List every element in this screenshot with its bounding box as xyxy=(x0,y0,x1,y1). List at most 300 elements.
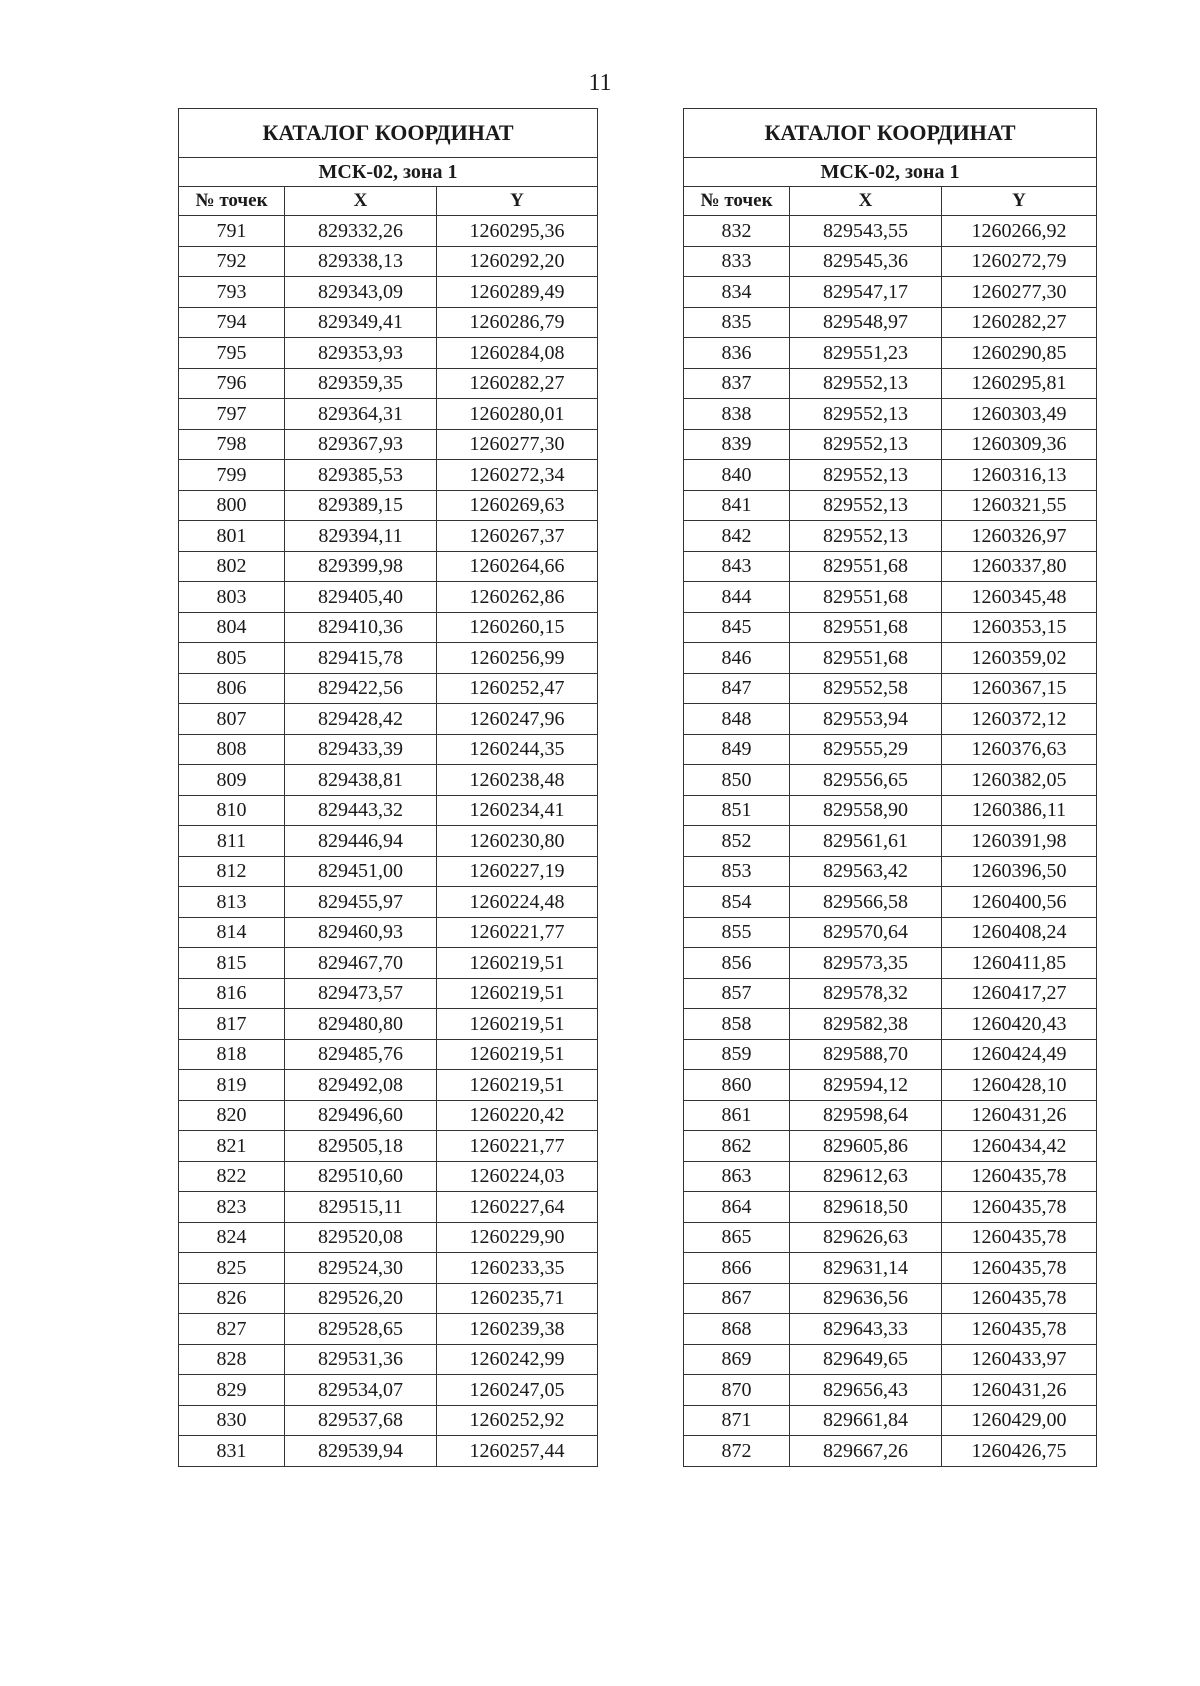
point-number-cell: 816 xyxy=(179,978,285,1009)
point-number-cell: 835 xyxy=(684,307,790,338)
y-coordinate-cell: 1260238,48 xyxy=(437,765,598,796)
y-coordinate-cell: 1260247,05 xyxy=(437,1375,598,1406)
x-coordinate-cell: 829548,97 xyxy=(790,307,942,338)
point-number-cell: 805 xyxy=(179,643,285,674)
table-row xyxy=(179,1161,598,1192)
y-coordinate-cell: 1260277,30 xyxy=(437,429,598,460)
x-coordinate-cell: 829539,94 xyxy=(285,1436,437,1467)
x-coordinate-cell: 829598,64 xyxy=(790,1100,942,1131)
table-row xyxy=(179,765,598,796)
x-coordinate-cell: 829561,61 xyxy=(790,826,942,857)
x-coordinate-cell: 829526,20 xyxy=(285,1283,437,1314)
point-number-cell: 815 xyxy=(179,948,285,979)
table-row xyxy=(179,277,598,308)
y-coordinate-cell: 1260316,13 xyxy=(942,460,1097,491)
x-coordinate-cell: 829524,30 xyxy=(285,1253,437,1284)
point-number-cell: 869 xyxy=(684,1344,790,1375)
y-coordinate-cell: 1260219,51 xyxy=(437,1070,598,1101)
y-coordinate-cell: 1260431,26 xyxy=(942,1375,1097,1406)
table-row xyxy=(684,887,1097,918)
y-coordinate-cell: 1260234,41 xyxy=(437,795,598,826)
y-coordinate-cell: 1260256,99 xyxy=(437,643,598,674)
table-row xyxy=(179,673,598,704)
y-coordinate-cell: 1260229,90 xyxy=(437,1222,598,1253)
table-row xyxy=(684,795,1097,826)
table-row xyxy=(684,460,1097,491)
column-header-y: Y xyxy=(437,187,598,216)
x-coordinate-cell: 829332,26 xyxy=(285,216,437,247)
table-row xyxy=(179,1344,598,1375)
point-number-cell: 871 xyxy=(684,1405,790,1436)
x-coordinate-cell: 829528,65 xyxy=(285,1314,437,1345)
y-coordinate-cell: 1260434,42 xyxy=(942,1131,1097,1162)
x-coordinate-cell: 829451,00 xyxy=(285,856,437,887)
x-coordinate-cell: 829460,93 xyxy=(285,917,437,948)
table-title: КАТАЛОГ КООРДИНАТ xyxy=(684,109,1097,158)
x-coordinate-cell: 829594,12 xyxy=(790,1070,942,1101)
y-coordinate-cell: 1260221,77 xyxy=(437,1131,598,1162)
x-coordinate-cell: 829552,13 xyxy=(790,490,942,521)
table-row xyxy=(684,1222,1097,1253)
table-row xyxy=(179,1405,598,1436)
table-row xyxy=(684,612,1097,643)
x-coordinate-cell: 829405,40 xyxy=(285,582,437,613)
point-number-cell: 808 xyxy=(179,734,285,765)
x-coordinate-cell: 829563,42 xyxy=(790,856,942,887)
table-row xyxy=(179,338,598,369)
y-coordinate-cell: 1260359,02 xyxy=(942,643,1097,674)
y-coordinate-cell: 1260233,35 xyxy=(437,1253,598,1284)
table-row xyxy=(179,704,598,735)
table-row xyxy=(179,1009,598,1040)
coordinate-catalog-table-left xyxy=(178,108,598,1467)
point-number-cell: 828 xyxy=(179,1344,285,1375)
point-number-cell: 851 xyxy=(684,795,790,826)
table-row xyxy=(684,1283,1097,1314)
x-coordinate-cell: 829661,84 xyxy=(790,1405,942,1436)
y-coordinate-cell: 1260295,81 xyxy=(942,368,1097,399)
x-coordinate-cell: 829433,39 xyxy=(285,734,437,765)
y-coordinate-cell: 1260282,27 xyxy=(437,368,598,399)
point-number-cell: 843 xyxy=(684,551,790,582)
point-number-cell: 872 xyxy=(684,1436,790,1467)
point-number-cell: 862 xyxy=(684,1131,790,1162)
point-number-cell: 821 xyxy=(179,1131,285,1162)
table-row xyxy=(179,1375,598,1406)
y-coordinate-cell: 1260235,71 xyxy=(437,1283,598,1314)
x-coordinate-cell: 829389,15 xyxy=(285,490,437,521)
point-number-cell: 795 xyxy=(179,338,285,369)
point-number-cell: 838 xyxy=(684,399,790,430)
point-number-cell: 845 xyxy=(684,612,790,643)
x-coordinate-cell: 829556,65 xyxy=(790,765,942,796)
table-row xyxy=(179,429,598,460)
x-coordinate-cell: 829552,13 xyxy=(790,429,942,460)
y-coordinate-cell: 1260376,63 xyxy=(942,734,1097,765)
x-coordinate-cell: 829643,33 xyxy=(790,1314,942,1345)
point-number-cell: 809 xyxy=(179,765,285,796)
table-row xyxy=(684,521,1097,552)
x-coordinate-cell: 829428,42 xyxy=(285,704,437,735)
point-number-cell: 806 xyxy=(179,673,285,704)
table-row xyxy=(179,1283,598,1314)
table-row xyxy=(179,612,598,643)
y-coordinate-cell: 1260382,05 xyxy=(942,765,1097,796)
point-number-cell: 804 xyxy=(179,612,285,643)
point-number-cell: 813 xyxy=(179,887,285,918)
x-coordinate-cell: 829531,36 xyxy=(285,1344,437,1375)
y-coordinate-cell: 1260272,34 xyxy=(437,460,598,491)
y-coordinate-cell: 1260244,35 xyxy=(437,734,598,765)
table-row xyxy=(179,978,598,1009)
x-coordinate-cell: 829394,11 xyxy=(285,521,437,552)
point-number-cell: 794 xyxy=(179,307,285,338)
y-coordinate-cell: 1260367,15 xyxy=(942,673,1097,704)
y-coordinate-cell: 1260372,12 xyxy=(942,704,1097,735)
point-number-cell: 844 xyxy=(684,582,790,613)
column-header-point: № точек xyxy=(179,187,285,216)
table-row xyxy=(179,368,598,399)
y-coordinate-cell: 1260252,47 xyxy=(437,673,598,704)
y-coordinate-cell: 1260219,51 xyxy=(437,1039,598,1070)
x-coordinate-cell: 829492,08 xyxy=(285,1070,437,1101)
point-number-cell: 839 xyxy=(684,429,790,460)
y-coordinate-cell: 1260408,24 xyxy=(942,917,1097,948)
point-number-cell: 798 xyxy=(179,429,285,460)
table-row xyxy=(684,856,1097,887)
x-coordinate-cell: 829510,60 xyxy=(285,1161,437,1192)
point-number-cell: 810 xyxy=(179,795,285,826)
x-coordinate-cell: 829570,64 xyxy=(790,917,942,948)
table-zone: МСК-02, зона 1 xyxy=(684,158,1097,187)
point-number-cell: 801 xyxy=(179,521,285,552)
y-coordinate-cell: 1260417,27 xyxy=(942,978,1097,1009)
y-coordinate-cell: 1260252,92 xyxy=(437,1405,598,1436)
table-row xyxy=(684,429,1097,460)
y-coordinate-cell: 1260435,78 xyxy=(942,1253,1097,1284)
point-number-cell: 792 xyxy=(179,246,285,277)
x-coordinate-cell: 829338,13 xyxy=(285,246,437,277)
column-header-point: № точек xyxy=(684,187,790,216)
y-coordinate-cell: 1260303,49 xyxy=(942,399,1097,430)
point-number-cell: 802 xyxy=(179,551,285,582)
x-coordinate-cell: 829552,13 xyxy=(790,399,942,430)
table-row xyxy=(179,216,598,247)
point-number-cell: 867 xyxy=(684,1283,790,1314)
point-number-cell: 836 xyxy=(684,338,790,369)
x-coordinate-cell: 829552,58 xyxy=(790,673,942,704)
table-row xyxy=(684,582,1097,613)
y-coordinate-cell: 1260292,20 xyxy=(437,246,598,277)
y-coordinate-cell: 1260269,63 xyxy=(437,490,598,521)
table-row xyxy=(179,1100,598,1131)
point-number-cell: 868 xyxy=(684,1314,790,1345)
x-coordinate-cell: 829422,56 xyxy=(285,673,437,704)
table-row xyxy=(179,307,598,338)
x-coordinate-cell: 829485,76 xyxy=(285,1039,437,1070)
table-row xyxy=(179,826,598,857)
y-coordinate-cell: 1260282,27 xyxy=(942,307,1097,338)
x-coordinate-cell: 829349,41 xyxy=(285,307,437,338)
point-number-cell: 870 xyxy=(684,1375,790,1406)
table-row xyxy=(684,1009,1097,1040)
point-number-cell: 852 xyxy=(684,826,790,857)
y-coordinate-cell: 1260242,99 xyxy=(437,1344,598,1375)
x-coordinate-cell: 829473,57 xyxy=(285,978,437,1009)
point-number-cell: 793 xyxy=(179,277,285,308)
x-coordinate-cell: 829343,09 xyxy=(285,277,437,308)
column-header-x: X xyxy=(790,187,942,216)
y-coordinate-cell: 1260435,78 xyxy=(942,1314,1097,1345)
x-coordinate-cell: 829399,98 xyxy=(285,551,437,582)
x-coordinate-cell: 829551,68 xyxy=(790,582,942,613)
point-number-cell: 829 xyxy=(179,1375,285,1406)
table-row xyxy=(684,1405,1097,1436)
y-coordinate-cell: 1260224,48 xyxy=(437,887,598,918)
x-coordinate-cell: 829618,50 xyxy=(790,1192,942,1223)
table-row xyxy=(179,1436,598,1467)
point-number-cell: 833 xyxy=(684,246,790,277)
point-number-cell: 847 xyxy=(684,673,790,704)
y-coordinate-cell: 1260435,78 xyxy=(942,1283,1097,1314)
table-row xyxy=(684,1192,1097,1223)
x-coordinate-cell: 829480,80 xyxy=(285,1009,437,1040)
x-coordinate-cell: 829552,13 xyxy=(790,460,942,491)
table-row xyxy=(684,551,1097,582)
table-row xyxy=(684,1100,1097,1131)
x-coordinate-cell: 829551,23 xyxy=(790,338,942,369)
point-number-cell: 837 xyxy=(684,368,790,399)
x-coordinate-cell: 829555,29 xyxy=(790,734,942,765)
table-row xyxy=(684,490,1097,521)
table-row xyxy=(684,1375,1097,1406)
x-coordinate-cell: 829467,70 xyxy=(285,948,437,979)
point-number-cell: 853 xyxy=(684,856,790,887)
y-coordinate-cell: 1260230,80 xyxy=(437,826,598,857)
y-coordinate-cell: 1260284,08 xyxy=(437,338,598,369)
point-number-cell: 796 xyxy=(179,368,285,399)
y-coordinate-cell: 1260428,10 xyxy=(942,1070,1097,1101)
column-header-y: Y xyxy=(942,187,1097,216)
table-row xyxy=(684,643,1097,674)
y-coordinate-cell: 1260309,36 xyxy=(942,429,1097,460)
y-coordinate-cell: 1260396,50 xyxy=(942,856,1097,887)
table-body xyxy=(684,216,1097,1467)
table-row xyxy=(179,521,598,552)
point-number-cell: 827 xyxy=(179,1314,285,1345)
y-coordinate-cell: 1260420,43 xyxy=(942,1009,1097,1040)
point-number-cell: 814 xyxy=(179,917,285,948)
x-coordinate-cell: 829582,38 xyxy=(790,1009,942,1040)
table-zone: МСК-02, зона 1 xyxy=(179,158,598,187)
x-coordinate-cell: 829558,90 xyxy=(790,795,942,826)
x-coordinate-cell: 829553,94 xyxy=(790,704,942,735)
point-number-cell: 841 xyxy=(684,490,790,521)
y-coordinate-cell: 1260262,86 xyxy=(437,582,598,613)
y-coordinate-cell: 1260272,79 xyxy=(942,246,1097,277)
table-row xyxy=(179,246,598,277)
table-row xyxy=(684,216,1097,247)
table-row xyxy=(179,917,598,948)
point-number-cell: 818 xyxy=(179,1039,285,1070)
point-number-cell: 803 xyxy=(179,582,285,613)
point-number-cell: 830 xyxy=(179,1405,285,1436)
point-number-cell: 859 xyxy=(684,1039,790,1070)
y-coordinate-cell: 1260426,75 xyxy=(942,1436,1097,1467)
point-number-cell: 820 xyxy=(179,1100,285,1131)
point-number-cell: 832 xyxy=(684,216,790,247)
x-coordinate-cell: 829543,55 xyxy=(790,216,942,247)
point-number-cell: 819 xyxy=(179,1070,285,1101)
y-coordinate-cell: 1260266,92 xyxy=(942,216,1097,247)
x-coordinate-cell: 829438,81 xyxy=(285,765,437,796)
point-number-cell: 826 xyxy=(179,1283,285,1314)
table-row xyxy=(684,1161,1097,1192)
point-number-cell: 797 xyxy=(179,399,285,430)
x-coordinate-cell: 829547,17 xyxy=(790,277,942,308)
y-coordinate-cell: 1260345,48 xyxy=(942,582,1097,613)
table-row xyxy=(179,795,598,826)
table-row xyxy=(179,856,598,887)
x-coordinate-cell: 829636,56 xyxy=(790,1283,942,1314)
y-coordinate-cell: 1260257,44 xyxy=(437,1436,598,1467)
point-number-cell: 791 xyxy=(179,216,285,247)
point-number-cell: 864 xyxy=(684,1192,790,1223)
y-coordinate-cell: 1260353,15 xyxy=(942,612,1097,643)
point-number-cell: 831 xyxy=(179,1436,285,1467)
page-number: 11 xyxy=(588,70,612,96)
y-coordinate-cell: 1260411,85 xyxy=(942,948,1097,979)
table-row xyxy=(684,399,1097,430)
table-row xyxy=(179,1070,598,1101)
y-coordinate-cell: 1260433,97 xyxy=(942,1344,1097,1375)
point-number-cell: 824 xyxy=(179,1222,285,1253)
x-coordinate-cell: 829443,32 xyxy=(285,795,437,826)
point-number-cell: 842 xyxy=(684,521,790,552)
table-body xyxy=(179,216,598,1467)
table-row xyxy=(179,643,598,674)
x-coordinate-cell: 829545,36 xyxy=(790,246,942,277)
y-coordinate-cell: 1260289,49 xyxy=(437,277,598,308)
table-row xyxy=(179,948,598,979)
y-coordinate-cell: 1260435,78 xyxy=(942,1161,1097,1192)
point-number-cell: 866 xyxy=(684,1253,790,1284)
table-row xyxy=(179,734,598,765)
x-coordinate-cell: 829415,78 xyxy=(285,643,437,674)
x-coordinate-cell: 829446,94 xyxy=(285,826,437,857)
table-row xyxy=(179,887,598,918)
x-coordinate-cell: 829551,68 xyxy=(790,612,942,643)
y-coordinate-cell: 1260219,51 xyxy=(437,948,598,979)
x-coordinate-cell: 829353,93 xyxy=(285,338,437,369)
point-number-cell: 850 xyxy=(684,765,790,796)
y-coordinate-cell: 1260424,49 xyxy=(942,1039,1097,1070)
table-row xyxy=(684,368,1097,399)
y-coordinate-cell: 1260435,78 xyxy=(942,1192,1097,1223)
x-coordinate-cell: 829649,65 xyxy=(790,1344,942,1375)
table-row xyxy=(684,978,1097,1009)
table-row xyxy=(179,399,598,430)
y-coordinate-cell: 1260337,80 xyxy=(942,551,1097,582)
x-coordinate-cell: 829551,68 xyxy=(790,551,942,582)
table-row xyxy=(684,246,1097,277)
point-number-cell: 861 xyxy=(684,1100,790,1131)
table-row xyxy=(684,338,1097,369)
column-header-x: X xyxy=(285,187,437,216)
y-coordinate-cell: 1260286,79 xyxy=(437,307,598,338)
table-row xyxy=(179,460,598,491)
table-row xyxy=(684,277,1097,308)
table-row xyxy=(684,307,1097,338)
y-coordinate-cell: 1260219,51 xyxy=(437,978,598,1009)
y-coordinate-cell: 1260321,55 xyxy=(942,490,1097,521)
y-coordinate-cell: 1260220,42 xyxy=(437,1100,598,1131)
y-coordinate-cell: 1260264,66 xyxy=(437,551,598,582)
table-row xyxy=(179,551,598,582)
table-row xyxy=(684,948,1097,979)
y-coordinate-cell: 1260400,56 xyxy=(942,887,1097,918)
point-number-cell: 849 xyxy=(684,734,790,765)
y-coordinate-cell: 1260431,26 xyxy=(942,1100,1097,1131)
table-row xyxy=(179,582,598,613)
table-row xyxy=(684,765,1097,796)
x-coordinate-cell: 829367,93 xyxy=(285,429,437,460)
point-number-cell: 799 xyxy=(179,460,285,491)
point-number-cell: 823 xyxy=(179,1192,285,1223)
table-row xyxy=(179,1253,598,1284)
table-row xyxy=(179,490,598,521)
table-row xyxy=(684,673,1097,704)
table-row xyxy=(684,1070,1097,1101)
point-number-cell: 860 xyxy=(684,1070,790,1101)
x-coordinate-cell: 829573,35 xyxy=(790,948,942,979)
x-coordinate-cell: 829520,08 xyxy=(285,1222,437,1253)
y-coordinate-cell: 1260391,98 xyxy=(942,826,1097,857)
point-number-cell: 811 xyxy=(179,826,285,857)
x-coordinate-cell: 829552,13 xyxy=(790,521,942,552)
point-number-cell: 846 xyxy=(684,643,790,674)
y-coordinate-cell: 1260277,30 xyxy=(942,277,1097,308)
x-coordinate-cell: 829656,43 xyxy=(790,1375,942,1406)
y-coordinate-cell: 1260429,00 xyxy=(942,1405,1097,1436)
x-coordinate-cell: 829667,26 xyxy=(790,1436,942,1467)
table-row xyxy=(684,917,1097,948)
y-coordinate-cell: 1260326,97 xyxy=(942,521,1097,552)
x-coordinate-cell: 829359,35 xyxy=(285,368,437,399)
point-number-cell: 857 xyxy=(684,978,790,1009)
point-number-cell: 822 xyxy=(179,1161,285,1192)
table-row xyxy=(684,826,1097,857)
point-number-cell: 848 xyxy=(684,704,790,735)
x-coordinate-cell: 829578,32 xyxy=(790,978,942,1009)
point-number-cell: 863 xyxy=(684,1161,790,1192)
point-number-cell: 840 xyxy=(684,460,790,491)
x-coordinate-cell: 829385,53 xyxy=(285,460,437,491)
point-number-cell: 854 xyxy=(684,887,790,918)
x-coordinate-cell: 829626,63 xyxy=(790,1222,942,1253)
x-coordinate-cell: 829496,60 xyxy=(285,1100,437,1131)
x-coordinate-cell: 829505,18 xyxy=(285,1131,437,1162)
y-coordinate-cell: 1260227,19 xyxy=(437,856,598,887)
table-row xyxy=(684,1344,1097,1375)
y-coordinate-cell: 1260239,38 xyxy=(437,1314,598,1345)
x-coordinate-cell: 829588,70 xyxy=(790,1039,942,1070)
point-number-cell: 817 xyxy=(179,1009,285,1040)
point-number-cell: 865 xyxy=(684,1222,790,1253)
table-row xyxy=(179,1192,598,1223)
table-row xyxy=(179,1039,598,1070)
coordinate-catalog-table-right xyxy=(683,108,1097,1467)
